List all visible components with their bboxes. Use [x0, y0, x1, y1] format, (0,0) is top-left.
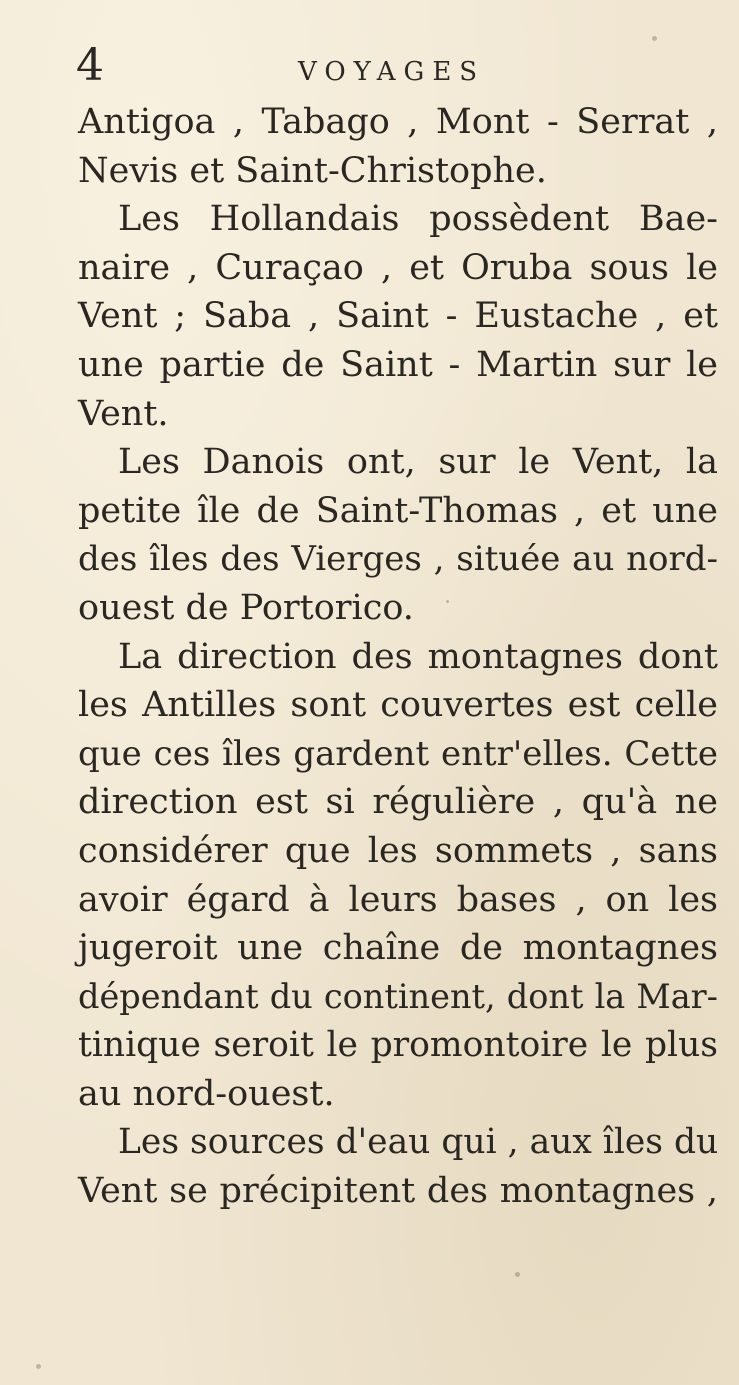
paper-speck: [652, 36, 657, 41]
text-line: Vent.: [78, 393, 169, 434]
body-text: [78, 98, 718, 1216]
text-line: Vent ; Saba , Saint - Eustache , et: [78, 296, 718, 337]
text-line: direction est si régulière , qu'à ne: [78, 782, 718, 823]
text-line: jugeroit une chaîne de montagnes: [78, 928, 718, 969]
text-line: des îles des Vierges , située au nord-: [78, 539, 718, 580]
paragraph-first-line: La direction des montagnes dont: [118, 636, 718, 677]
text-line: naire , Curaçao , et Oruba sous le: [78, 247, 718, 288]
paragraph-first-line: Les Danois ont, sur le Vent, la: [118, 442, 718, 483]
page-number: 4: [76, 40, 104, 91]
text-line: petite île de Saint-Thomas , et une: [78, 490, 718, 531]
text-line: tinique seroit le promontoire le plus: [78, 1025, 718, 1066]
text-line: ouest de Portorico.: [78, 587, 414, 628]
text-line: Antigoa , Tabago , Mont - Serrat ,: [78, 102, 718, 142]
text-line: Vent se précipitent des montagnes ,: [78, 1171, 718, 1212]
text-line: une partie de Saint - Martin sur le: [78, 344, 718, 385]
text-line: au nord-ouest.: [78, 1073, 335, 1114]
text-line: avoir égard à leurs bases , on les: [78, 879, 718, 920]
text-line: considérer que les sommets , sans: [78, 830, 718, 871]
text-line: Nevis et Saint-Christophe.: [78, 150, 547, 191]
text-line: que ces îles gardent entr'elles. Cette: [78, 733, 718, 774]
paper-speck: [36, 1364, 41, 1369]
paper-speck: [446, 600, 449, 603]
paper-speck: [515, 1272, 520, 1277]
paragraph-first-line: Les sources d'eau qui , aux îles du: [118, 1122, 719, 1163]
text-line: les Antilles sont couvertes est celle: [78, 685, 718, 726]
paragraph-first-line: Les Hollandais possèdent Bae-: [118, 199, 718, 240]
text-line: dépendant du continent, dont la Mar-: [78, 976, 718, 1016]
running-title: VOYAGES: [298, 57, 486, 87]
